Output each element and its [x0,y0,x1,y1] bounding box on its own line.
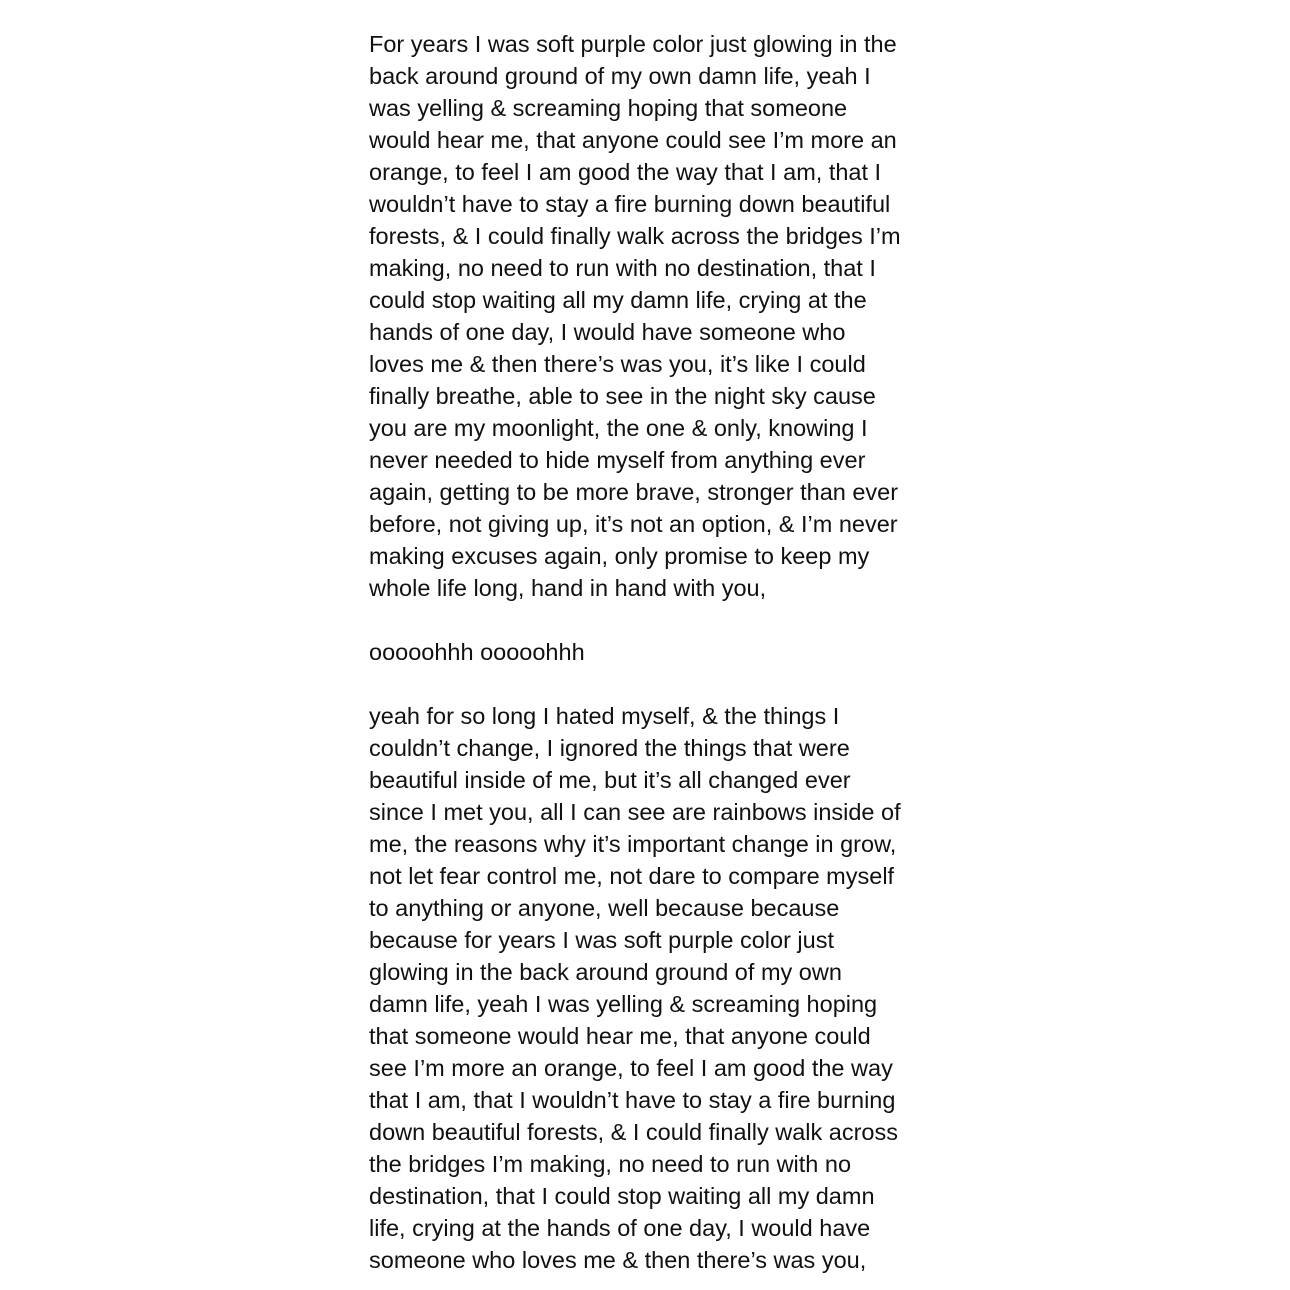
text-line: glowing in the back around ground of my own [369,959,842,985]
text-line: orange, to feel I am good the way that I am, that I [369,159,882,185]
text-line: whole life long, hand in hand with you, [369,575,767,601]
text-line: to anything or anyone, well because because [369,895,840,921]
text-line: beautiful inside of me, but it’s all changed ever [369,767,851,793]
text-line: loves me & then there’s was you, it’s like I could [369,351,866,377]
text-line: see I’m more an orange, to feel I am good the way [369,1055,893,1081]
text-line: destination, that I could stop waiting all my damn [369,1183,875,1209]
text-line: damn life, yeah I was yelling & screaming hoping [369,991,878,1017]
text-line: again, getting to be more brave, stronger than ever [369,479,899,505]
text-line: finally breathe, able to see in the night sky cause [369,383,876,409]
text-line: would hear me, that anyone could see I’m more an [369,127,897,153]
paragraph-spacer [369,668,949,700]
text-line: forests, & I could finally walk across the bridges I’m [369,223,901,249]
text-line: yeah for so long I hated myself, & the things I [369,703,840,729]
text-line: making excuses again, only promise to keep my [369,543,870,569]
text-line: wouldn’t have to stay a fire burning down beautiful [369,191,891,217]
text-line: someone who loves me & then there’s was you, [369,1247,867,1273]
paragraph-1 [369,28,949,604]
text-line: that someone would hear me, that anyone could [369,1023,871,1049]
text-line: hands of one day, I would have someone who [369,319,846,345]
text-line: down beautiful forests, & I could finally walk across [369,1119,899,1145]
text-line: couldn’t change, I ignored the things that were [369,735,850,761]
paragraph-spacer [369,604,949,636]
text-line: me, the reasons why it’s important change in grow, [369,831,897,857]
text-line: making, no need to run with no destination, that I [369,255,876,281]
text-line: life, crying at the hands of one day, I would have [369,1215,871,1241]
text-line: before, not giving up, it’s not an option, & I’m never [369,511,898,537]
text-line: that I am, that I wouldn’t have to stay a fire burning [369,1087,896,1113]
text-line: back around ground of my own damn life, yeah I [369,63,871,89]
text-line: ooooohhh ooooohhh [369,639,585,665]
text-line: could stop waiting all my damn life, crying at the [369,287,867,313]
document-page [369,28,949,1276]
paragraph-2 [369,636,949,668]
text-line: since I met you, all I can see are rainbows inside of [369,799,901,825]
paragraph-3 [369,700,949,1276]
text-line: the bridges I’m making, no need to run with no [369,1151,852,1177]
text-line: was yelling & screaming hoping that someone [369,95,848,121]
text-line: you are my moonlight, the one & only, knowing I [369,415,868,441]
text-line: not let fear control me, not dare to compare myself [369,863,895,889]
text-line: never needed to hide myself from anything ever [369,447,866,473]
text-line: For years I was soft purple color just glowing in the [369,31,897,57]
text-line: because for years I was soft purple color just [369,927,834,953]
